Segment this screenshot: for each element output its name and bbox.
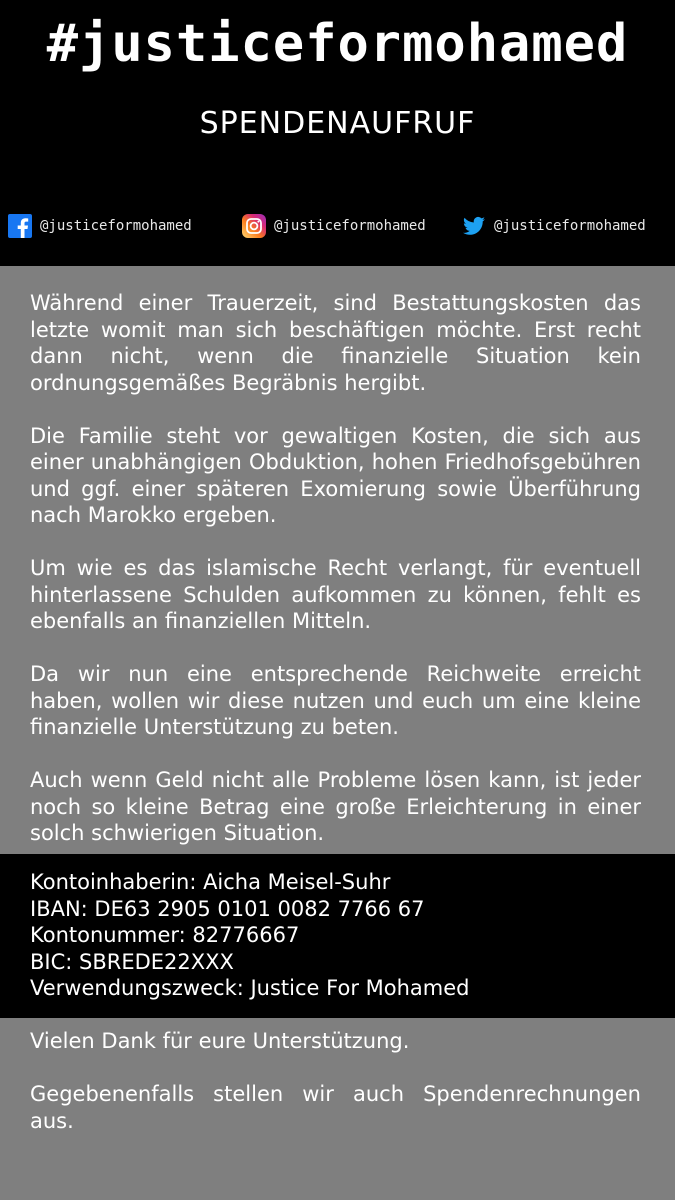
payment-reference: Verwendungszweck: Justice For Mohamed <box>30 976 470 1000</box>
paragraph: Auch wenn Geld nicht alle Probleme lösen kann, ist jeder noch so kleine Betrag eine große Erleichterung in einer solch schwierigen Situation. <box>30 768 641 845</box>
page-title: SPENDENAUFRUF <box>199 106 476 141</box>
closing-text <box>30 1028 641 1161</box>
paragraph: Die Familie steht vor gewaltigen Kosten, die sich aus einer unabhängigen Obduktion, hohen Friedhofsgebühren und ggf. einer späteren Exomierung sowie Überführung nach Marokko ergeben. <box>30 423 641 527</box>
appeal-text <box>30 290 641 847</box>
iban: IBAN: DE63 2905 0101 0082 7766 67 <box>30 896 425 921</box>
twitter-icon <box>462 214 486 238</box>
instagram-icon <box>242 214 266 238</box>
twitter-handle: @justiceformohamed <box>494 218 646 234</box>
paragraph: Da wir nun eine entsprechende Reichweite erreicht haben, wollen wir diese nutzen und euch um eine kleine finanzielle Unterstützung zu beten. <box>30 662 641 739</box>
receipts-line: Gegebenenfalls stellen wir auch Spendenrechnungen aus. <box>30 1082 641 1133</box>
thanks-line: Vielen Dank für eure Unterstützung. <box>30 1029 410 1053</box>
bank-details-box <box>0 854 675 1018</box>
account-number: Kontonummer: 82776667 <box>30 923 300 947</box>
instagram-handle: @justiceformohamed <box>274 218 426 234</box>
header-banner <box>0 0 675 266</box>
social-twitter[interactable] <box>462 212 646 240</box>
paragraph: Während einer Trauerzeit, sind Bestattungskosten das letzte womit man sich beschäftigen möchte. Erst recht dann nicht, wenn die finanzielle Situation kein ordnungsgemäßes Begräbnis hergibt. <box>30 291 641 395</box>
facebook-handle: @justiceformohamed <box>40 218 192 234</box>
social-facebook[interactable] <box>8 212 192 240</box>
social-links <box>8 212 668 240</box>
bic: BIC: SBREDE22XXX <box>30 949 234 974</box>
facebook-icon <box>8 214 32 238</box>
account-holder: Kontoinhaberin: Aicha Meisel-Suhr <box>30 870 391 894</box>
social-instagram[interactable] <box>242 212 426 240</box>
paragraph: Um wie es das islamische Recht verlangt, für eventuell hinterlassene Schulden aufkommen zu können, fehlt es ebenfalls an finanziellen Mitteln. <box>30 556 641 633</box>
hashtag-title: #justiceformohamed <box>46 14 629 74</box>
